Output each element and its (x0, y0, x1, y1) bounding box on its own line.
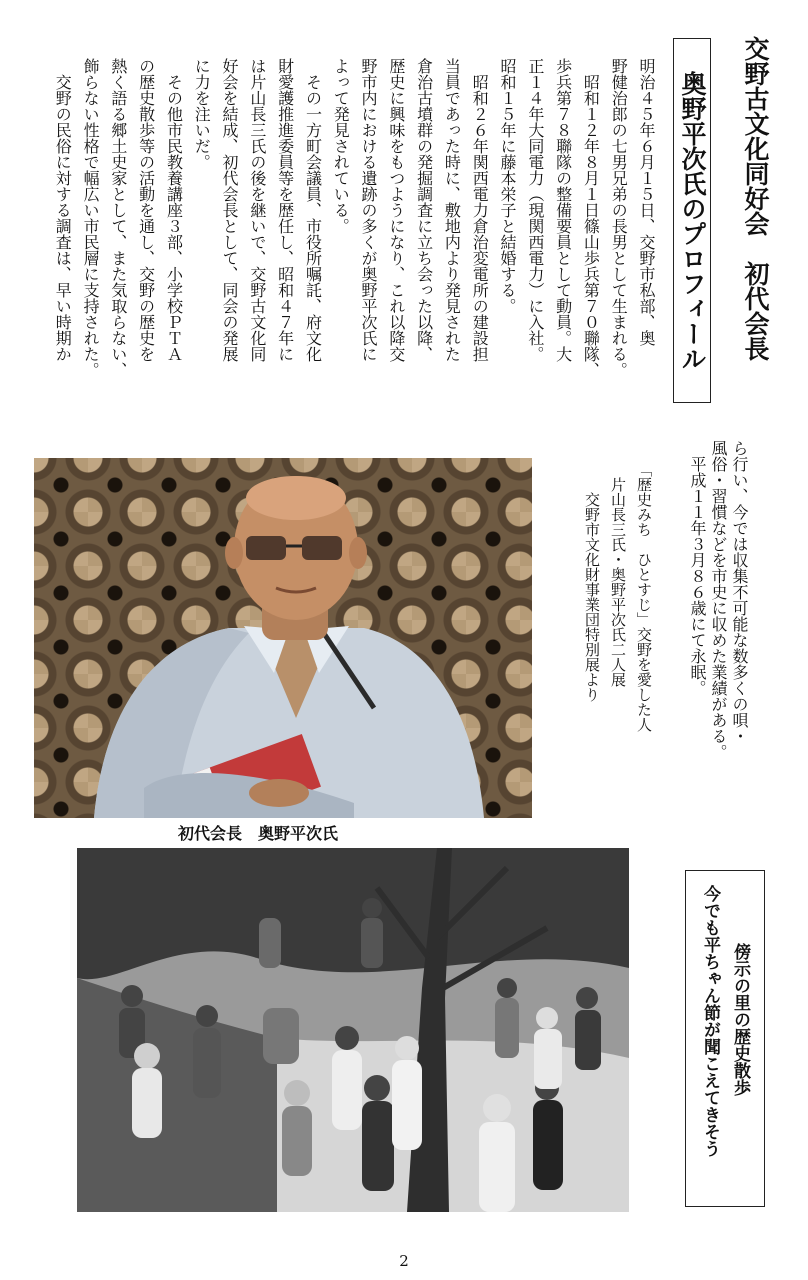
walk-caption-subtitle: 今でも平ちゃん節が聞こえてきそう (700, 885, 720, 1157)
walk-caption-box (685, 870, 765, 1207)
portrait-caption: 初代会長 奥野平次氏 (178, 824, 339, 843)
history-walk-photo (77, 848, 629, 1212)
profile-heading: 奥野平次氏のプロフィール (678, 70, 707, 371)
portrait-illustration (34, 458, 532, 818)
page-number: 2 (399, 1252, 409, 1270)
page-title: 交野古文化同好会 初代会長 (741, 36, 770, 361)
profile-heading-box (673, 38, 711, 403)
group-walk-illustration (77, 848, 629, 1212)
source-note: 「歴史みち ひとすじ」交野を愛した人 片山長三氏・奥野平次氏二人展 交野市文化財事業団特別展より (583, 462, 653, 732)
portrait-photo (34, 458, 532, 818)
walk-caption-title: 傍示の里の歴史散歩 (730, 943, 750, 1096)
profile-body-text: 明治４５年６月１５日、交野市私部、奥 野健治郎の七男兄弟の長男として生まれる。 昭和１２年８月１日篠山歩兵第７０聯隊、 歩兵第７８聯隊の整備要員として動員。大 正１４年大同電力（現関西電力）に入社。 昭和１５年に藤本栄子と結婚する。 昭和２６年関西電力倉治変電所の建設担 当員であった時に、敷地内より発見された 倉治古墳群の発掘調査に立ち会った以降、 歴史に興味をもつようになり、これ以降交 野市内における遺跡の多くが奥野平次氏に よって発見されている。 その一方町会議員、市役所嘱託、府文化 財愛護推進委員等を歴任し、昭和４７年に は片山長三氏の後を継いで、交野古文化同 好会を結成、初代会長として、同会の発展 に力を注いだ。 その他市民教養講座３部、小学校ＰＴＡ の歴史散歩等の活動を通し、交野の歴史を 熱く語る郷土史家として、また気取らない、 飾らない性格で幅広い市民層に支持された。 交野の民俗に対する調査は、早い時期か (53, 58, 656, 378)
profile-continuation-text: ら行い、今では収集不可能な数多くの唄・ 風俗・習慣などを市史に収めた業績がある。 平成１１年３月８６歳にて永眠。 (688, 440, 749, 760)
